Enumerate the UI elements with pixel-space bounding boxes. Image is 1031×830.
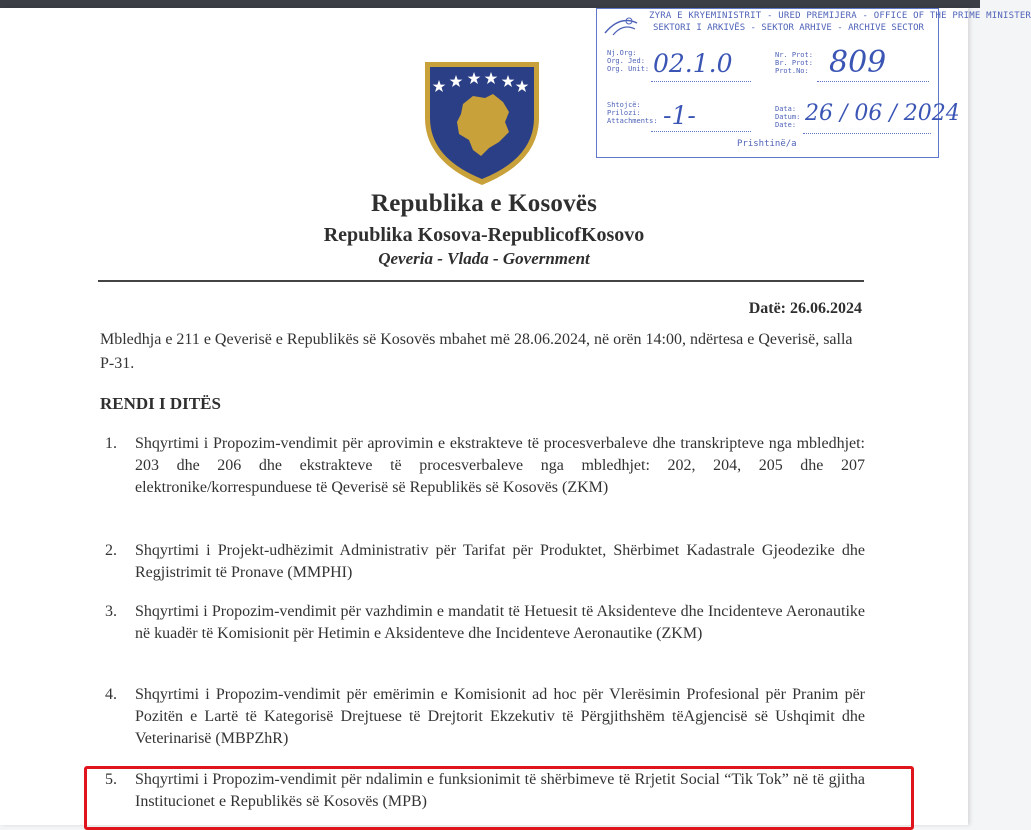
- agenda-item-4: [105, 684, 865, 750]
- stamp-city: Prishtinë/a: [737, 139, 797, 149]
- stamp-value-attachments: -1-: [663, 101, 696, 130]
- stamp-value-protocol: 809: [829, 45, 887, 80]
- stamp-label-unit: Nj.Org: Org. Jed: Org. Unit:: [607, 49, 650, 73]
- agenda-item-number: 1.: [105, 435, 117, 452]
- stamp-label-attachments: Shtojcë: Prilozi: Attachments:: [607, 101, 658, 125]
- header-title: Republika e Kosovës: [370, 190, 598, 217]
- agenda-item-text: Shqyrtimi i Propozim-vendimit për vazhdimin e mandatit të Hetuesit të Aksidenteve dhe Incidenteve Aeronautike në kuadër të Komisionit për Hetimin e Aksidenteve dhe Incidenteve Aeronautike (ZKM): [135, 603, 865, 642]
- agenda-title: RENDI I DITËS: [100, 394, 221, 413]
- highlight-box: [84, 766, 914, 830]
- agenda-item-text: Shqyrtimi i Propozim-vendimit për emërimin e Komisionit ad hoc për Vlerësimin Profesional për Pranim për Pozitën e Lartë të Kategorisë Drejtuese të Drejtorit Ekzekutiv të Përgjithshëm tëAgjencisë së Ushqimit dhe Veterinarisë (MBPZhR): [135, 686, 865, 747]
- agenda-item-text: Shqyrtimi i Projekt-udhëzimit Administrativ për Tarifat për Produktet, Shërbimet Kadastrale Gjeodezike dhe Regjistrimit të Pronave (MMPHI): [135, 542, 865, 581]
- stamp-value-date: 26 / 06 / 2024: [805, 101, 960, 126]
- stamp-label-date: Data: Datum: Date:: [775, 105, 801, 129]
- stamp-header-line2: SEKTORI I ARKIVËS - SEKTOR ARHIVE - ARCHIVE SECTOR: [653, 23, 924, 33]
- agenda-item-2: [105, 540, 865, 584]
- agenda-item-3: [105, 601, 865, 645]
- agenda-item-number: 3.: [105, 603, 117, 620]
- agenda-item-1: [105, 433, 865, 499]
- stamp-label-protocol: Nr. Prot: Br. Prot: Prot.No:: [775, 51, 813, 75]
- meeting-intro: Mbledhja e 211 e Qeverisë e Republikës së Kosovës mbahet më 28.06.2024, në orën 14:00, ndërtesa e Qeverisë, salla P-31.: [100, 331, 853, 372]
- header-divider: [98, 280, 864, 282]
- document-page: [0, 8, 1031, 825]
- header-government: Qeveria - Vlada - Government: [378, 249, 590, 268]
- header-subtitle: Republika Kosova-RepublicofKosovo: [323, 224, 645, 246]
- agenda-item-number: 5.: [105, 771, 117, 788]
- kosovo-coat-of-arms-icon: [419, 58, 545, 188]
- stamp-header-line1: ZYRA E KRYEMINISTRIT - URED PREMIJERA - OFFICE OF THE PRIME MINISTER: [649, 11, 1031, 21]
- agenda-item-number: 4.: [105, 686, 117, 703]
- agenda-item-text: Shqyrtimi i Propozim-vendimit për ndalimin e funksionimit të shërbimeve të Rrjetit Social “Tik Tok” në të gjitha Institucionet e Republikës së Kosovës (MPB): [135, 771, 865, 810]
- stamp-seal-icon: [595, 13, 645, 39]
- stamp-value-unit: 02.1.0: [653, 49, 733, 78]
- document-date: Datë: 26.06.2024: [748, 300, 862, 317]
- agenda-item-number: 2.: [105, 542, 117, 559]
- agenda-item-text: Shqyrtimi i Propozim-vendimit për aprovimin e ekstrakteve të procesverbaleve dhe transkripteve nga mbledhjet: 203 dhe 206 dhe ekstrakteve të procesverbaleve nga mbledhjet: 202, 204, 205 dhe 207 elektronike/korrespunduese të Qeverisë së Republikës së Kosovës (ZKM): [135, 435, 865, 496]
- archive-stamp: [596, 8, 1031, 158]
- window-top-bar: [0, 0, 980, 8]
